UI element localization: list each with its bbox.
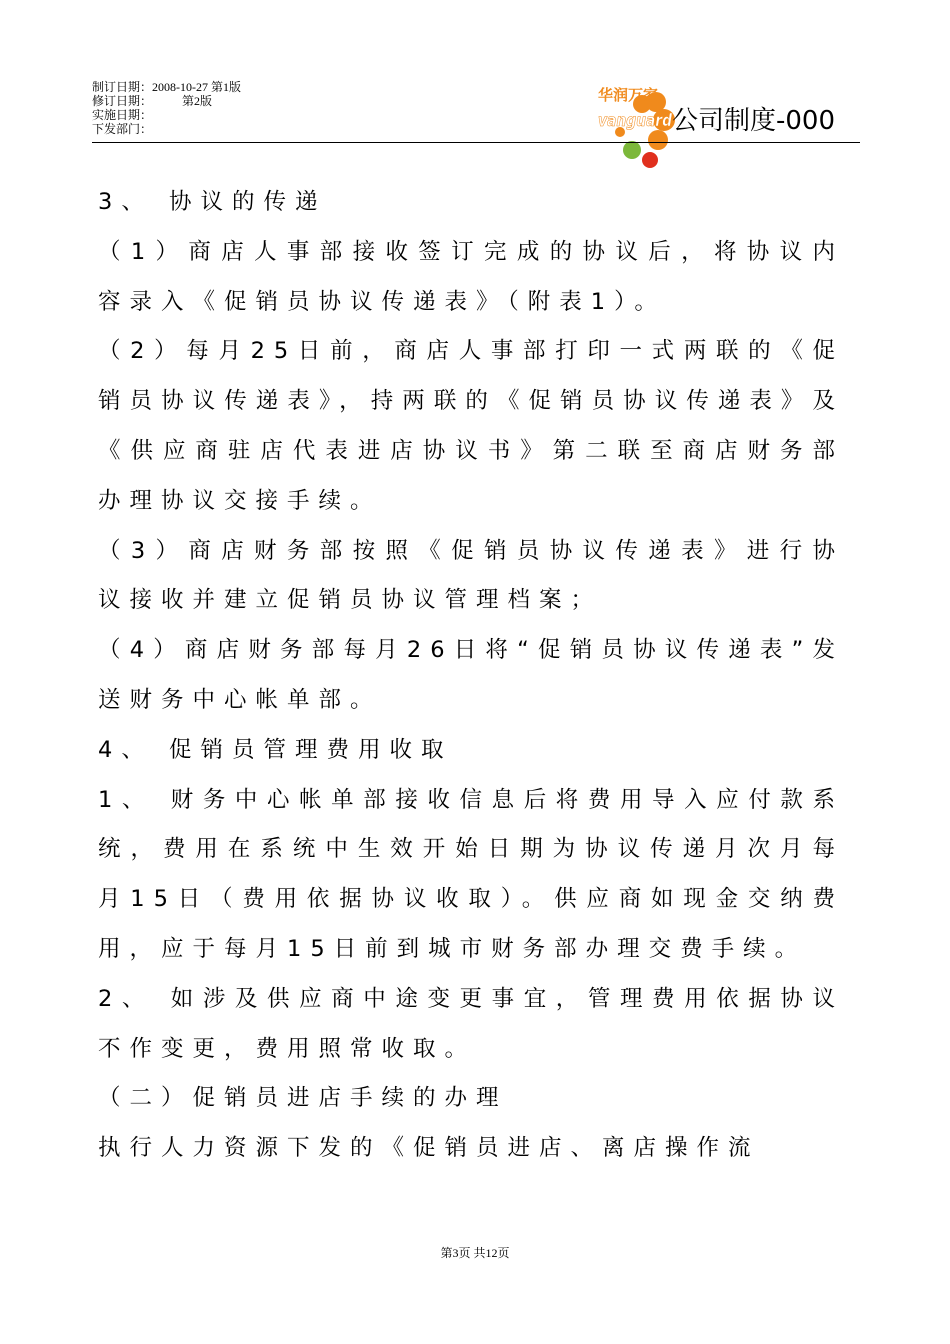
- document-body: [98, 178, 844, 1174]
- meta-line: 制订日期：2008-10-27 第1版: [92, 80, 241, 94]
- logo-text-cn: 华润万家: [598, 86, 659, 104]
- meta-line: 修订日期： 第2版: [92, 94, 213, 108]
- paragraph: 1、 财务中心帐单部接收信息后将费用导入应付款系统，费用在系统中生效开始日期为协议传递月次月每月15日（费用依据协议收取）。供应商如现金交纳费用，应于每月15日前到城市财务部办理交费手续。: [98, 786, 844, 962]
- section-heading: 3、 协议的传递: [98, 189, 327, 215]
- paragraph: （1）商店人事部接收签订完成的协议后，将协议内容录入《促销员协议传递表》（附表1）。: [98, 238, 844, 315]
- document-title: 公司制度-000: [672, 106, 836, 136]
- paragraph: （3）商店财务部按照《促销员协议传递表》进行协议接收并建立促销员协议管理档案；: [98, 537, 844, 614]
- section-heading: （二）促销员进店手续的办理: [98, 1085, 508, 1112]
- company-logo: [598, 80, 676, 172]
- header-divider: [92, 142, 860, 143]
- meta-line: 实施日期：: [92, 108, 153, 122]
- paragraph: 执行人力资源下发的《促销员进店、离店操作流: [98, 1135, 760, 1162]
- meta-line: 下发部门：: [92, 122, 153, 136]
- paragraph: （4）商店财务部每月26日将“促销员协议传递表”发送财务中心帐单部。: [98, 637, 844, 713]
- section-heading: 4、 促销员管理费用收取: [98, 736, 453, 763]
- paragraph: （2）每月25日前，商店人事部打印一式两联的《促销员协议传递表》，持两联的《促销员协议传递表》及《供应商驻店代表进店协议书》第二联至商店财务部办理协议交接手续。: [98, 338, 844, 514]
- page-number: 第3页 共12页: [440, 1246, 510, 1260]
- header-meta: [92, 80, 241, 136]
- paragraph: 2、 如涉及供应商中途变更事宜，管理费用依据协议不作变更，费用照常收取。: [98, 985, 844, 1062]
- logo-text-en: vanguard: [598, 111, 673, 131]
